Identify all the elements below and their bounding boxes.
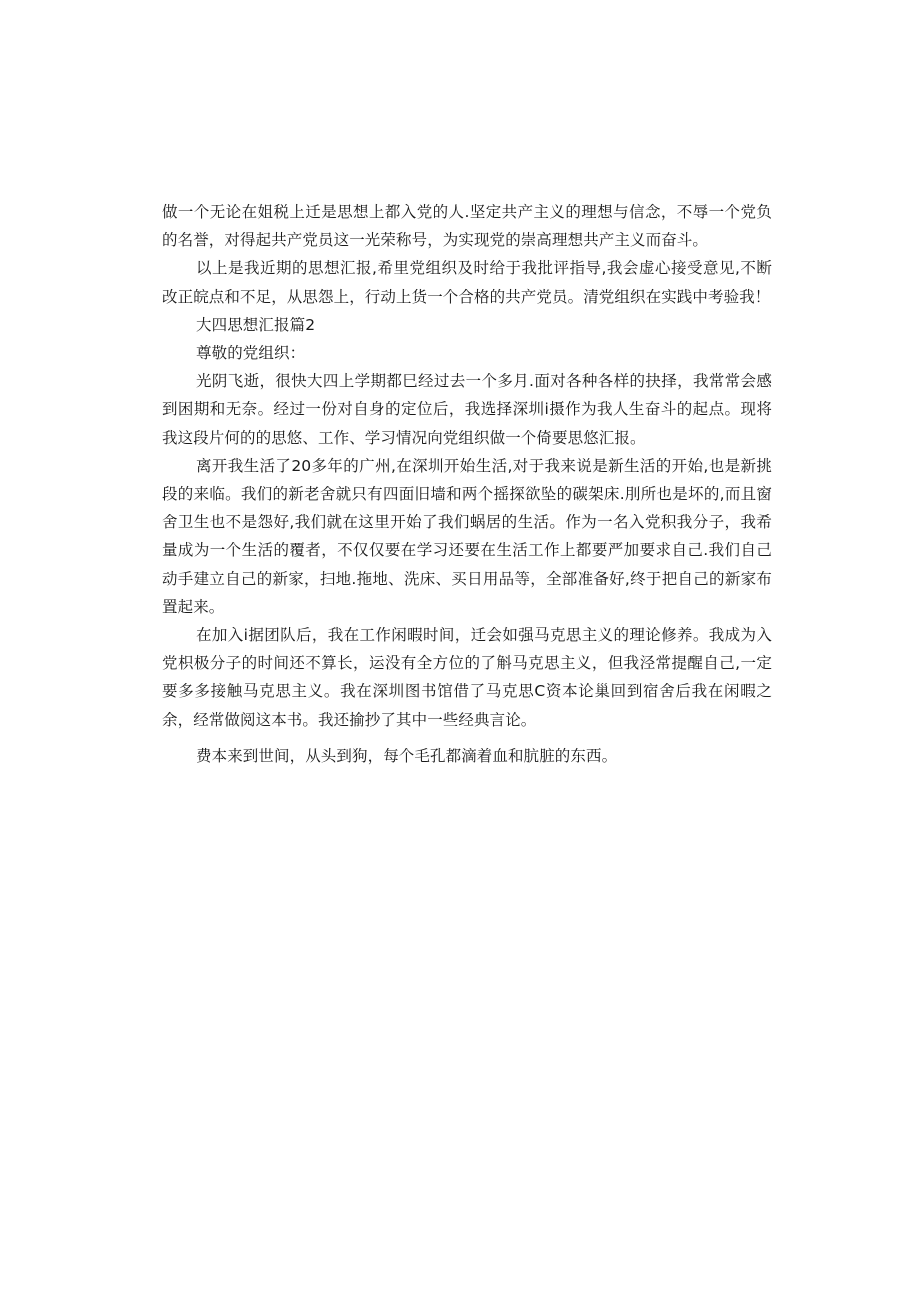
document-body [162,198,772,770]
paragraph-6: 费本来到世间，从头到狗，每个毛孔都滴着血和肮脏的东西。 [196,746,618,765]
paragraph-2: 以上是我近期的思想汇报,希里党组织及时给于我批评指导,我会虚心接受意见,不断改正皖点和不足，从思怨上，行动上货一个合格的共产党员。清党组织在实践中考验我！ [162,259,772,306]
salutation: 尊敬的党组织： [196,344,306,363]
paragraph-1: 做一个无论在姐税上迁是思想上都入党的人.坚定共产主义的理想与信念，不辱一个党负的名誉，对得起共产党员这一光荣称号，为实现党的崇高理想共产主义而奋斗。 [162,203,772,250]
paragraph-3: 光阴飞逝，很快大四上学期都巳经过去一个多月.面对各种各样的抉择，我常常会感到困期和无奈。经过一份对自身的定位后，我选择深圳i摄作为我人生奋斗的起点。现将我这段片何的的思悠、工作、学习情况向党组织做一个倚要思悠汇报。 [162,372,772,447]
paragraph-4: 离开我生活了20多年的广州,在深圳开始生活,对于我来说是新生活的开始,也是新挑段的来临。我们的新老舍就只有四面旧墙和两个摇探欲坠的碳架床.刖所也是坏的,而且窗舍卫生也不是怨好,我们就在这里开始了我们蜗居的生活。作为一名入党积我分子，我希量成为一个生活的覆者，不仅仅要在学习还要在生活工作上都要严加要求自己.我们自己动手建立自己的新家，扫地.拖地、洗床、买日用品等，全部准备好,终于把自己的新家布置起来。 [162,456,772,616]
paragraph-5: 在加入i据团队后，我在工作闲暇时间，迁会如强马克思主义的理论修养。我成为入党枳极分子的时间还不算长，运没有全方位的了斛马克思主义，但我泾常提醒自己,一定要多多接触马克思主义。我在深圳图书馆借了马克思C资本论巢回到宿舍后我在闲暇之余，经常做阅这本书。我还揄抄了其中一些经典言论。 [162,626,772,729]
section-heading: 大四思想汇报篇2 [196,315,316,334]
